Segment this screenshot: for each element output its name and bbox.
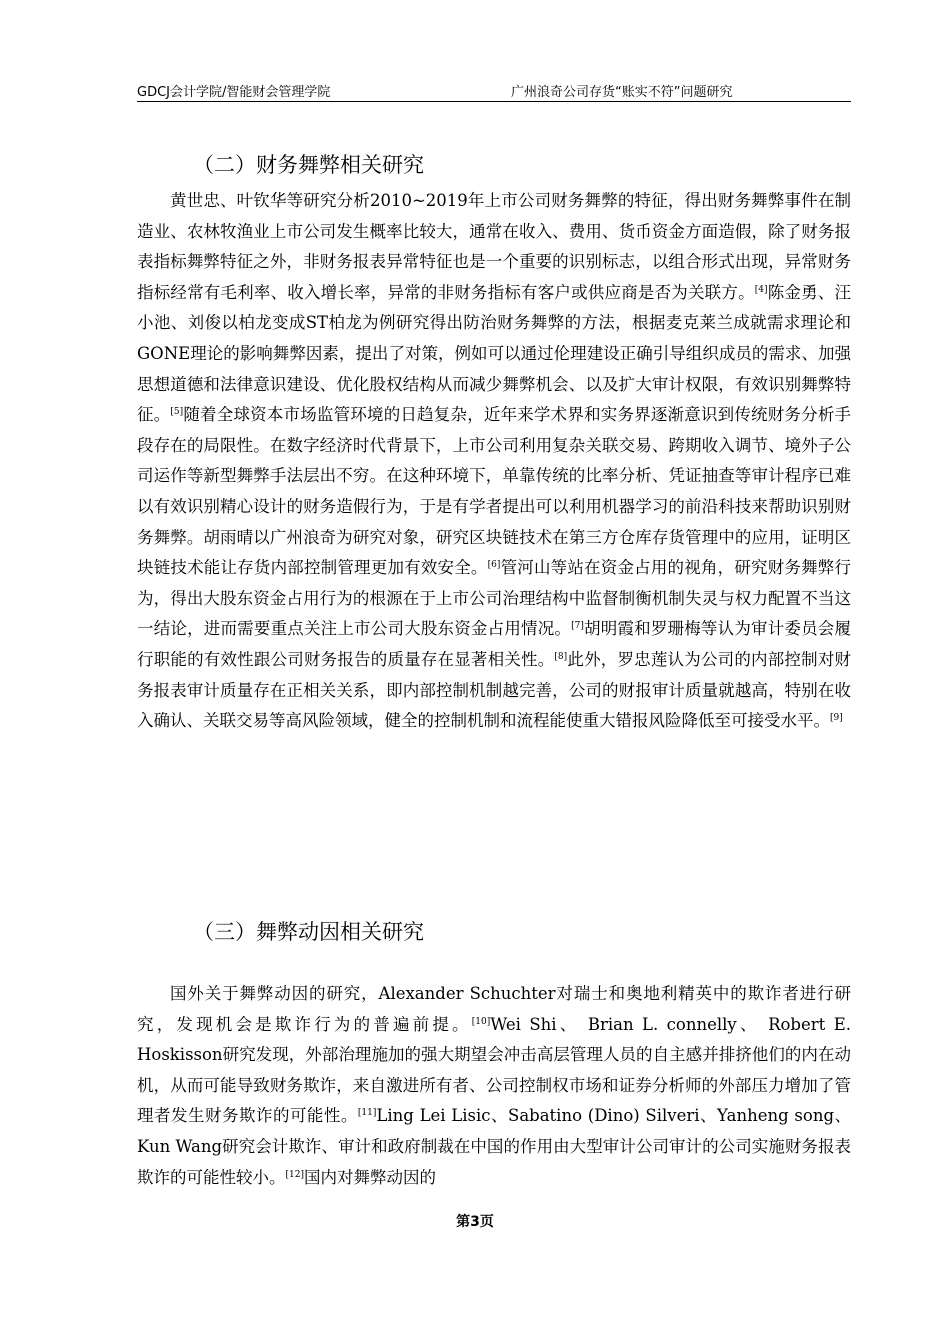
paragraph-text: 黄世忠、叶钦华等研究分析2010~2019年上市公司财务舞弊的特征，得出财务舞弊事件在制造业、农林牧渔业上市公司发生概率比较大，通常在收入、费用、货币资金方面造假，除了财务报表指标舞弊特征之外，非财务报表异常特征也是一个重要的识别标志，以组合形式出现，异常财务指标经常有毛利率、收入增长率，异常的非财务指标有客户或供应商是否为关联方。: [137, 191, 851, 302]
paragraph-text: 陈金勇、汪小池、刘俊以柏龙变成ST柏龙为例研究得出防治财务舞弊的方法，根据麦克莱兰成就需求理论和GONE理论的影响舞弊因素，提出了对策，例如可以通过伦理建设正确引导组织成员的需求、加强思想道德和法律意识建设、优化股权结构从而减少舞弊机会、以及扩大审计权限，有效识别舞弊特征。: [137, 282, 852, 425]
paragraph-fraud-research: [137, 186, 851, 737]
paragraph-text: 此外，罗忠莲认为公司的内部控制对财务报表审计质量存在正相关关系，即内部控制机制越完善，公司的财报审计质量就越高，特别在收入确认、关联交易等高风险领域，健全的控制机制和流程能使重大错报风险降低至可接受水平。: [137, 649, 852, 731]
citation-ref: [6]: [487, 560, 501, 571]
paragraph-fraud-motive-research: [137, 979, 851, 1193]
citation-ref: [4]: [754, 284, 768, 295]
page-header: [137, 79, 851, 102]
paragraph-text: Wei Shi、 Brian L. connelly、 Robert E. Hoskisson研究发现，外部治理施加的强大期望会冲击高层管理人员的自主感并排挤他们的内在动机，从而可能导致财务欺诈，来自激进所有者、公司控制权市场和证券分析师的外部压力增加了管理者发生财务欺诈的可能性。: [137, 1014, 851, 1126]
citation-ref: [9]: [830, 713, 843, 724]
citation-ref: [11]: [357, 1108, 377, 1119]
paragraph-text: 随着全球资本市场监管环境的日趋复杂，近年来学术界和实务界逐渐意识到传统财务分析手段存在的局限性。在数字经济时代背景下，上市公司利用复杂关联交易、跨期收入调节、境外子公司运作等新型舞弊手法层出不穷。在这种环境下，单靠传统的比率分析、凭证抽查等审计程序已难以有效识别精心设计的财务造假行为，于是有学者提出可以利用机器学习的前沿科技来帮助识别财务舞弊。胡雨晴以广州浪奇为研究对象，研究区块链技术在第三方仓库存货管理中的应用，证明区块链技术能让存货内部控制管理更加有效安全。: [137, 405, 852, 578]
paragraph-text: 管河山等站在资金占用的视角，研究财务舞弊行为，得出大股东资金占用行为的根源在于上市公司治理结构中监督制衡机制失灵与权力配置不当这一结论，进而需要重点关注上市公司大股东资金占用情况。: [137, 558, 852, 639]
header-paper-title: 广州浪奇公司存货“账实不符”问题研究: [511, 85, 733, 100]
citation-ref: [10]: [471, 1016, 491, 1027]
paragraph-text: 胡明霞和罗珊梅等认为审计委员会履行职能的有效性跟公司财务报告的质量存在显著相关性。: [137, 619, 852, 669]
section-heading-fraud-motive-research: （三）舞弊动因相关研究: [193, 920, 424, 944]
paragraph-text: 国外关于舞弊动因的研究，Alexander Schuchter对瑞士和奥地利精英中的欺诈者进行研究，发现机会是欺诈行为的普遍前提。: [137, 984, 851, 1034]
paragraph-text: Ling Lei Lisic、Sabatino (Dino) Silveri、Yanheng song、Kun Wang研究会计欺诈、审计和政府制裁在中国的作用由大型审计公司审计的公司实施财务报表欺诈的可能性较小。: [137, 1106, 852, 1187]
page-number: 第3页: [456, 1214, 494, 1230]
paragraph-text: 国内对舞弊动因的: [303, 1167, 436, 1187]
header-institution: GDCJ会计学院/智能财会管理学院: [137, 85, 331, 100]
citation-ref: [7]: [571, 621, 584, 632]
section-heading-fraud-research: （二）财务舞弊相关研究: [193, 153, 424, 177]
citation-ref: [8]: [554, 651, 568, 662]
citation-ref: [5]: [170, 407, 184, 418]
citation-ref: [12]: [285, 1169, 304, 1180]
